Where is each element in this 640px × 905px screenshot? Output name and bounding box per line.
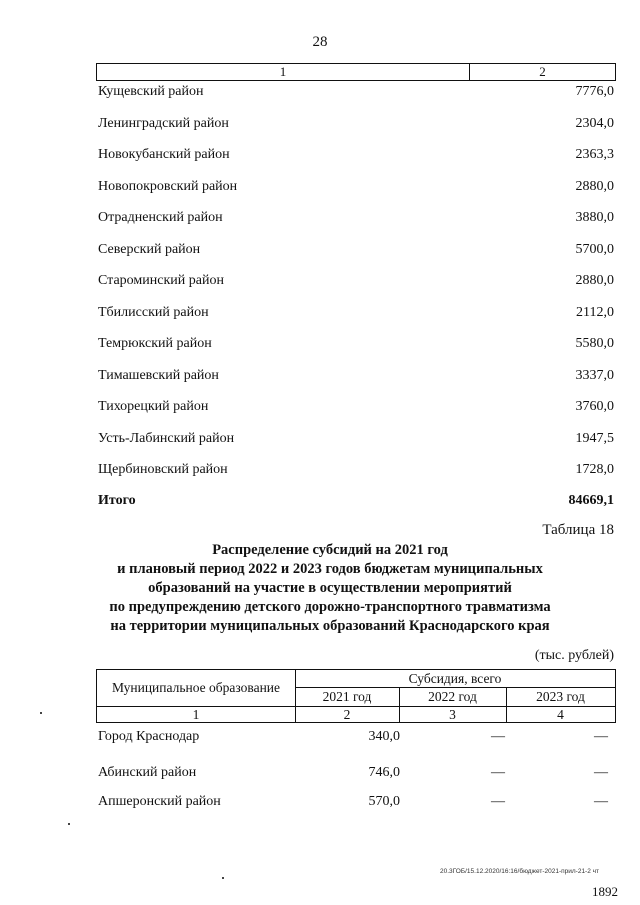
table-row bbox=[98, 334, 614, 354]
row-name: Щербиновский район bbox=[98, 462, 228, 477]
row-value-2022: — bbox=[491, 794, 505, 809]
row-name: Северский район bbox=[98, 241, 201, 257]
total-label: Итого bbox=[98, 493, 136, 508]
row-value: 2880,0 bbox=[575, 178, 614, 194]
table-number-label: Таблица 18 bbox=[542, 522, 614, 538]
row-name: Ленинградский район bbox=[98, 115, 229, 131]
table-row bbox=[98, 177, 614, 197]
header-subsidy-total: Субсидия, всего bbox=[408, 671, 502, 686]
row-name: Усть-Лабинский район bbox=[98, 430, 235, 446]
row-value-2021: 340,0 bbox=[368, 729, 400, 744]
table-row bbox=[98, 240, 614, 260]
table1-header-col2: 2 bbox=[539, 64, 546, 79]
row-name: Кущевский район bbox=[98, 84, 204, 99]
row-name: Апшеронский район bbox=[98, 794, 221, 809]
total-row bbox=[98, 491, 614, 511]
table-row bbox=[98, 792, 614, 812]
header-colnum-4: 4 bbox=[557, 707, 564, 722]
title-line: по предупреждению детского дорожно-транспортного травматизма bbox=[109, 599, 551, 615]
header-year-2021: 2021 год bbox=[322, 689, 372, 704]
table-row bbox=[98, 303, 614, 323]
table-row bbox=[98, 145, 614, 165]
scan-speck bbox=[222, 877, 224, 879]
row-name: Отрадненский район bbox=[98, 210, 223, 225]
table-row bbox=[98, 763, 614, 783]
table1-header-col1: 1 bbox=[97, 64, 470, 80]
footer-page-number: 1892 bbox=[592, 884, 618, 899]
row-name: Тихорецкий район bbox=[98, 399, 209, 414]
row-value-2022: — bbox=[491, 729, 505, 744]
row-name: Город Краснодар bbox=[98, 729, 200, 744]
table-row bbox=[98, 460, 614, 480]
table-row bbox=[98, 82, 614, 102]
table-row bbox=[98, 114, 614, 134]
row-name: Новопокровский район bbox=[98, 178, 238, 194]
header-colnum-1: 1 bbox=[192, 707, 200, 722]
table-row bbox=[98, 366, 614, 386]
table-row bbox=[98, 271, 614, 291]
row-name: Тбилисский район bbox=[98, 304, 209, 320]
title-line: образований на участие в осуществлении мероприятий bbox=[148, 580, 512, 596]
row-value: 3760,0 bbox=[575, 399, 614, 414]
table2-header bbox=[96, 669, 616, 723]
page-number: 28 bbox=[312, 34, 328, 50]
scan-speck bbox=[40, 712, 42, 714]
title-line: на территории муниципальных образований Краснодарского края bbox=[110, 618, 550, 634]
row-value: 5700,0 bbox=[575, 241, 614, 257]
table-row bbox=[98, 397, 614, 417]
table-row bbox=[98, 208, 614, 228]
footer-document-code: 20.3ГОБ/15.12.2020/16:16/бюджет-2021-прил-21-2 чт bbox=[440, 868, 600, 875]
row-value: 2304,0 bbox=[575, 115, 614, 131]
title-line: Распределение субсидий на 2021 год bbox=[212, 542, 448, 558]
header-colnum-2: 2 bbox=[343, 707, 351, 722]
header-year-2023: 2023 год bbox=[536, 689, 585, 704]
row-value: 2880,0 bbox=[575, 273, 614, 288]
row-name: Темрюкский район bbox=[98, 336, 212, 351]
header-year-2022: 2022 год bbox=[428, 689, 477, 704]
row-name: Тимашевский район bbox=[98, 367, 219, 383]
total-value: 84669,1 bbox=[568, 493, 614, 508]
row-name: Староминский район bbox=[98, 273, 224, 288]
row-value-2022: — bbox=[491, 765, 505, 780]
scan-speck bbox=[68, 823, 70, 825]
row-value-2021: 570,0 bbox=[368, 794, 400, 809]
header-municipality: Муниципальное образование bbox=[111, 680, 281, 695]
row-value: 2363,3 bbox=[575, 147, 614, 162]
header-colnum-3: 3 bbox=[449, 707, 456, 722]
table-row bbox=[98, 429, 614, 449]
row-value: 5580,0 bbox=[575, 336, 614, 351]
row-value: 2112,0 bbox=[576, 304, 614, 320]
table-title bbox=[30, 541, 630, 636]
row-value: 1728,0 bbox=[575, 462, 614, 477]
row-value: 7776,0 bbox=[575, 84, 614, 99]
row-value-2021: 746,0 bbox=[368, 765, 400, 780]
row-value: 3337,0 bbox=[575, 367, 614, 383]
title-line: и плановый период 2022 и 2023 годов бюджетам муниципальных bbox=[117, 561, 543, 577]
row-name: Новокубанский район bbox=[98, 147, 230, 162]
row-value-2023: — bbox=[594, 729, 608, 744]
row-value: 1947,5 bbox=[575, 430, 614, 446]
row-value-2023: — bbox=[594, 765, 608, 780]
table1-header bbox=[96, 63, 616, 81]
row-value: 3880,0 bbox=[575, 210, 614, 225]
row-value-2023: — bbox=[594, 794, 608, 809]
table-row bbox=[98, 727, 614, 747]
units-label: (тыс. рублей) bbox=[534, 648, 614, 663]
row-name: Абинский район bbox=[98, 765, 197, 780]
